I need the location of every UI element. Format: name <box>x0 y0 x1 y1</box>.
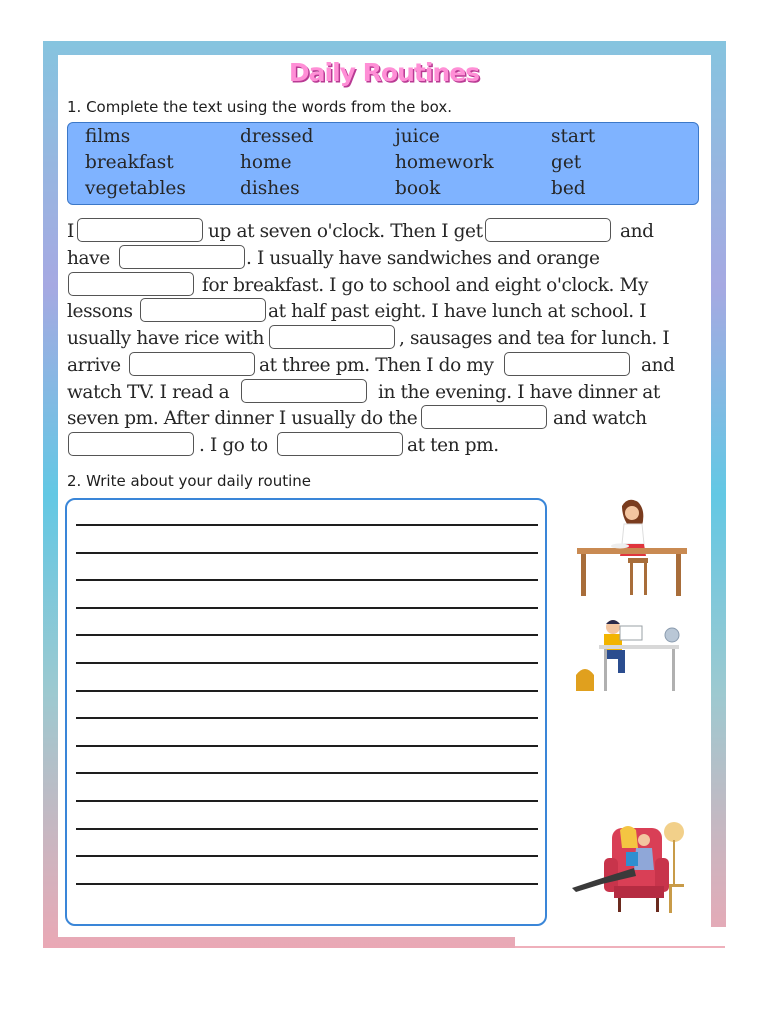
paragraph-text: and watch <box>553 408 647 429</box>
blank-input-4[interactable] <box>68 272 194 296</box>
writing-box[interactable] <box>65 498 547 926</box>
word-bank-item: bed <box>551 178 586 199</box>
boy-computer-illustration <box>574 617 686 695</box>
paragraph-text: usually have rice with <box>67 328 264 349</box>
word-bank-item: book <box>395 178 441 199</box>
paragraph-text: watch TV. I read a <box>67 382 230 403</box>
word-bank-item: films <box>85 126 131 147</box>
writing-line <box>76 772 538 774</box>
word-bank-item: dishes <box>240 178 300 199</box>
writing-line <box>76 579 538 581</box>
writing-line <box>76 607 538 609</box>
exercise-2-instruction: 2. Write about your daily routine <box>67 472 311 490</box>
blank-input-5[interactable] <box>140 298 266 322</box>
paragraph-text: . I usually have sandwiches and orange <box>246 248 600 269</box>
page-title: Daily Routines <box>288 58 480 87</box>
word-bank-item: home <box>240 152 292 173</box>
paragraph-text: have <box>67 248 110 269</box>
blank-input-7[interactable] <box>129 352 255 376</box>
paragraph-text: and <box>641 355 675 376</box>
writing-line <box>76 634 538 636</box>
writing-line <box>76 552 538 554</box>
fill-in-paragraph <box>0 0 768 470</box>
paragraph-text: and <box>620 221 654 242</box>
blank-input-6[interactable] <box>269 325 395 349</box>
blank-input-8[interactable] <box>504 352 630 376</box>
blank-input-2[interactable] <box>485 218 611 242</box>
paragraph-text: , sausages and tea for lunch. I <box>399 328 670 349</box>
paragraph-text: at half past eight. I have lunch at school. I <box>268 301 647 322</box>
girl-eating-illustration <box>572 496 692 600</box>
word-bank-item: juice <box>395 126 440 147</box>
paragraph-text: seven pm. After dinner I usually do the <box>67 408 418 429</box>
girl-reading-illustration <box>566 818 696 918</box>
paragraph-text: at ten pm. <box>407 435 499 456</box>
blank-input-11[interactable] <box>68 432 194 456</box>
paragraph-text: in the evening. I have dinner at <box>378 382 660 403</box>
word-bank-item: start <box>551 126 596 147</box>
blank-input-12[interactable] <box>277 432 403 456</box>
writing-line <box>76 855 538 857</box>
blank-input-3[interactable] <box>119 245 245 269</box>
writing-line <box>76 828 538 830</box>
writing-line <box>76 800 538 802</box>
blank-input-1[interactable] <box>77 218 203 242</box>
paragraph-text: I <box>67 221 74 242</box>
word-bank-item: get <box>551 152 582 173</box>
frame-edge-line <box>515 946 725 948</box>
word-bank-item: breakfast <box>85 152 174 173</box>
exercise-1-instruction: 1. Complete the text using the words from the box. <box>67 98 452 116</box>
paragraph-text: for breakfast. I go to school and eight o'clock. My <box>202 275 649 296</box>
blank-input-10[interactable] <box>421 405 547 429</box>
writing-line <box>76 690 538 692</box>
writing-line <box>76 524 538 526</box>
writing-line <box>76 745 538 747</box>
word-bank-item: vegetables <box>85 178 186 199</box>
paragraph-text: . I go to <box>199 435 268 456</box>
paragraph-text: arrive <box>67 355 121 376</box>
word-bank-item: homework <box>395 152 494 173</box>
blank-input-9[interactable] <box>241 379 367 403</box>
writing-line <box>76 883 538 885</box>
paragraph-text: up at seven o'clock. Then I get <box>208 221 483 242</box>
writing-line <box>76 662 538 664</box>
paragraph-text: at three pm. Then I do my <box>259 355 494 376</box>
word-bank-item: dressed <box>240 126 314 147</box>
paragraph-text: lessons <box>67 301 133 322</box>
writing-line <box>76 717 538 719</box>
